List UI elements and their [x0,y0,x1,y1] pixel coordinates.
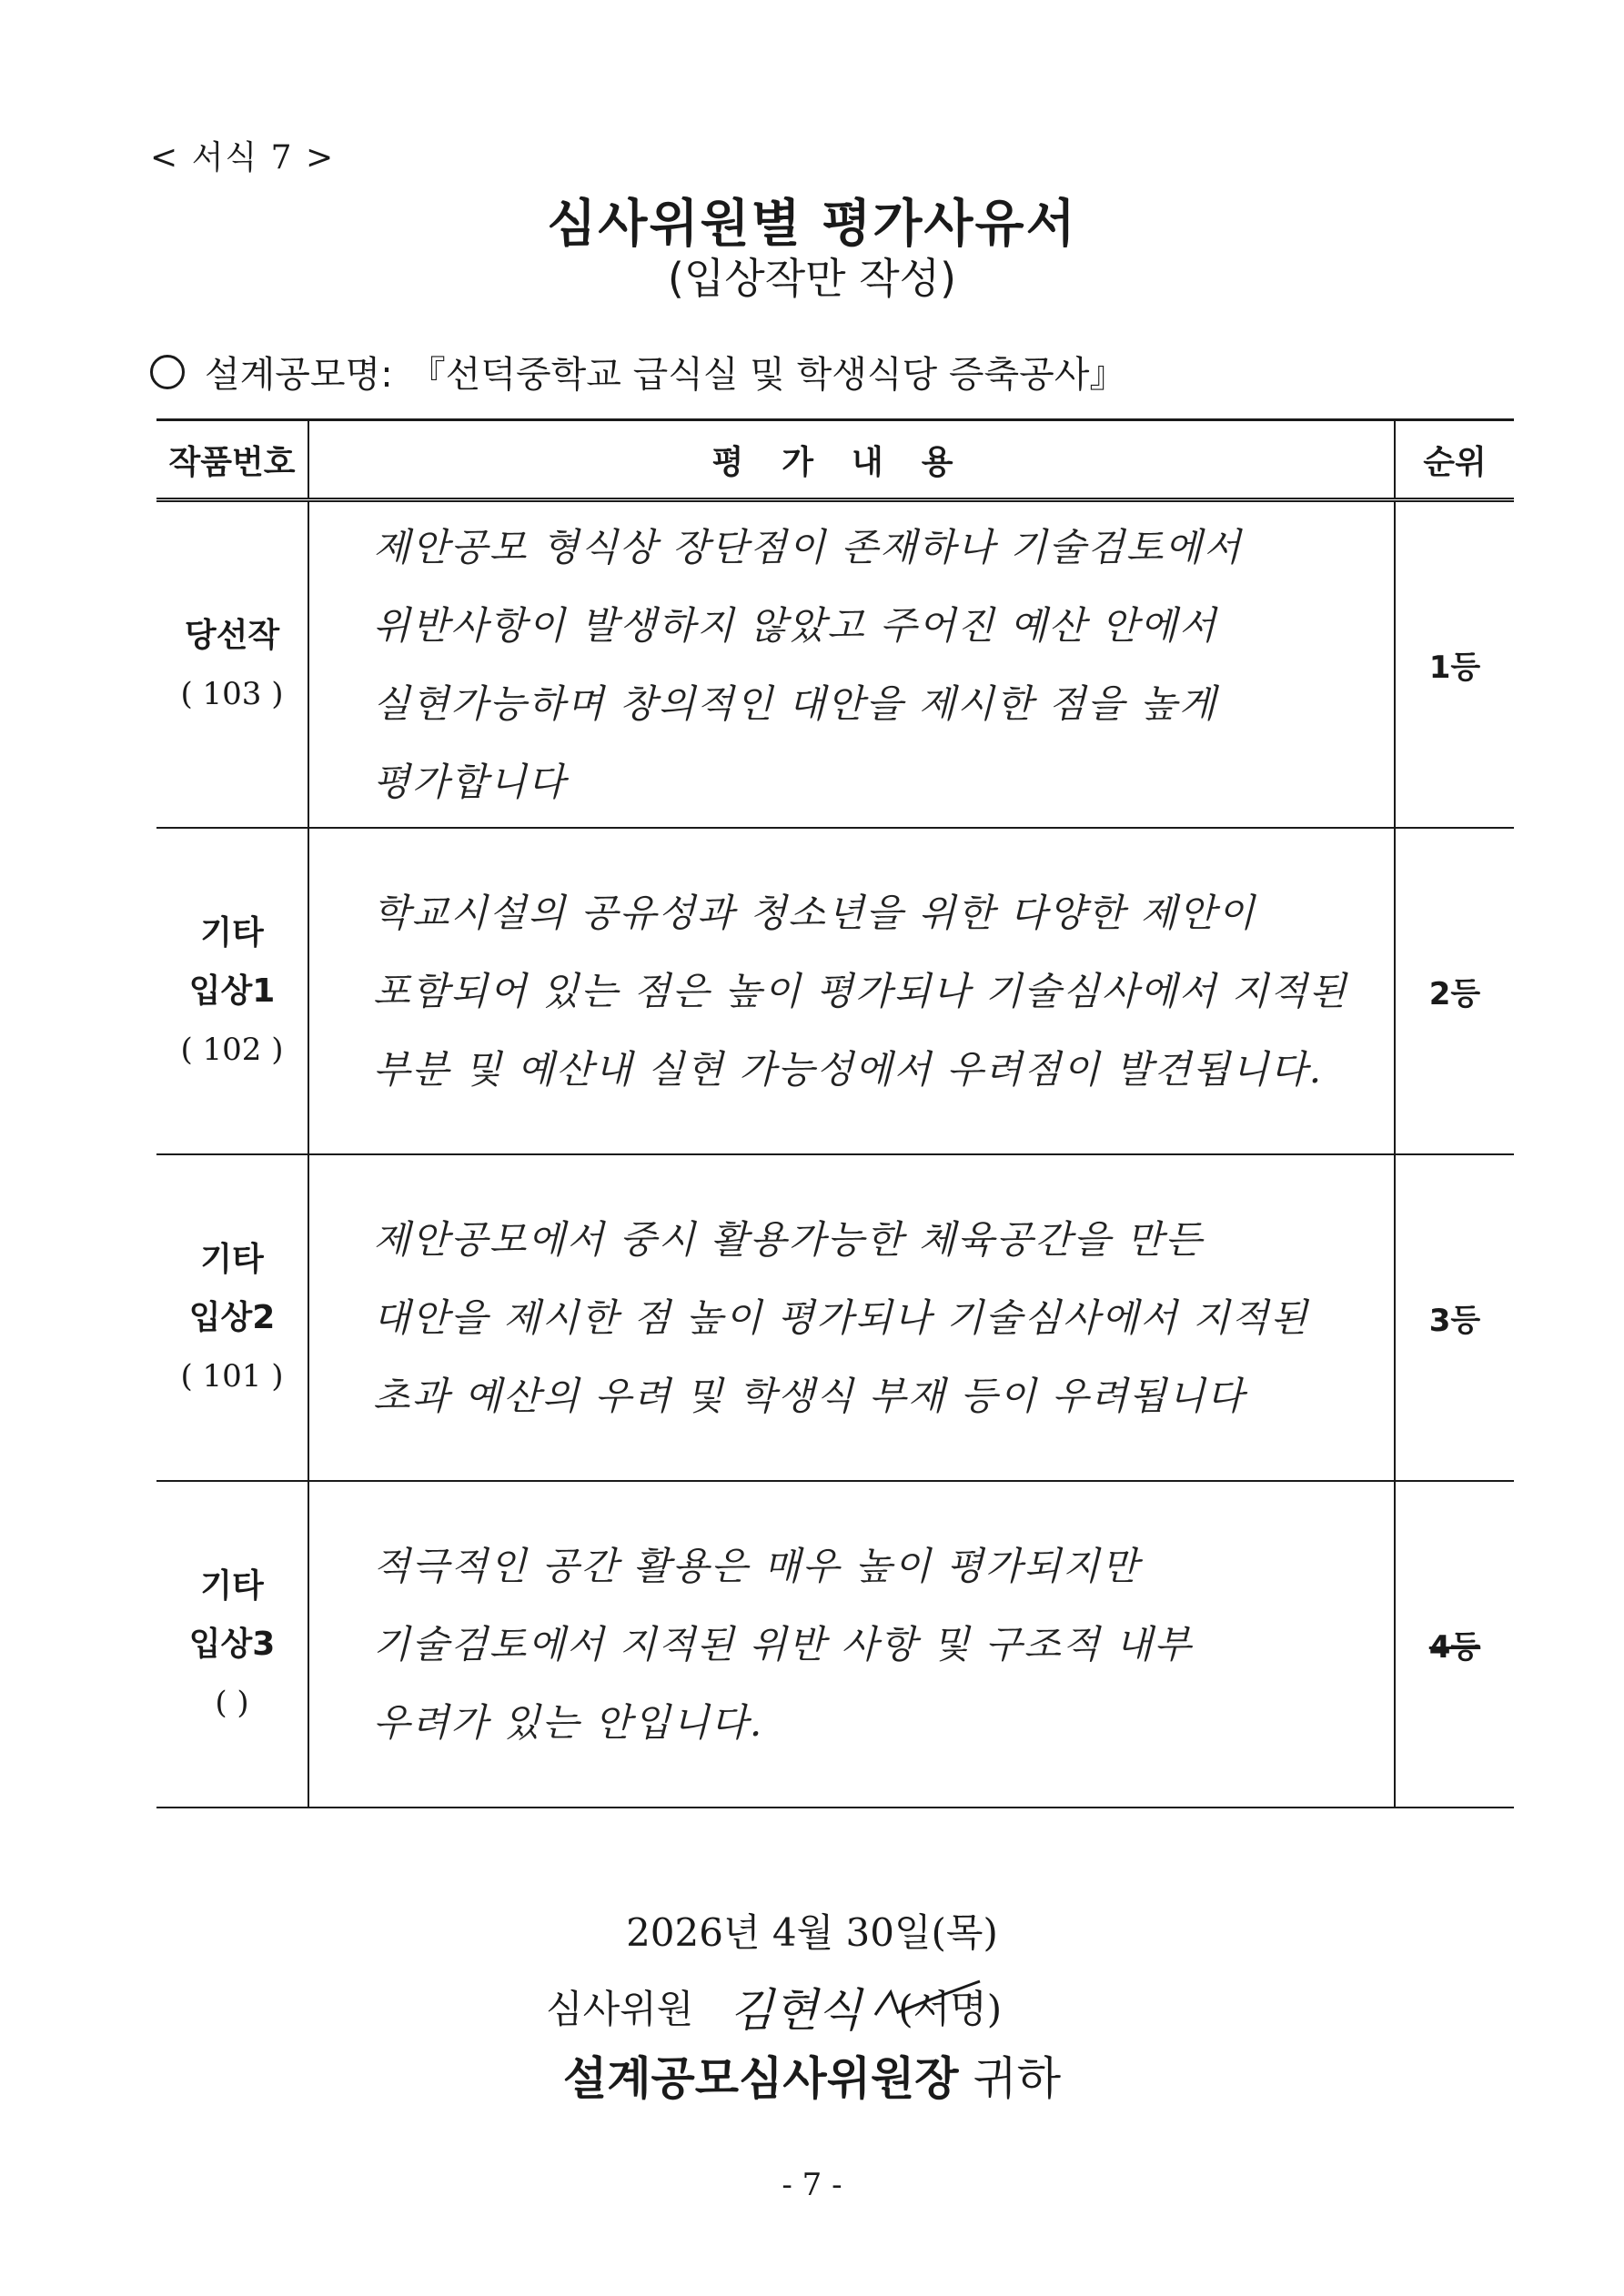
document-title: 심사위원별 평가사유서 [547,195,1077,254]
signature-scribble-icon [871,1974,1007,2029]
recipient-honorific: 귀하 [973,2052,1062,2105]
header-content-label: 평가내용 [711,443,992,481]
entry-number: ( 101 ) [180,1357,284,1395]
evaluation-table [156,418,1514,1808]
entry-label: 기타 [200,913,264,952]
entry-cell [156,828,308,1154]
entry-cell [156,1154,308,1481]
table-row-prize-3 [156,1481,1514,1808]
document-subtitle: (입상작만 작성) [667,254,957,303]
entry-label: 당선작 [184,616,280,654]
evaluation-line: 적극적인 공간 활용은 매우 높이 평가되지만 [373,1543,1141,1588]
form-label: < 서식 7 > [150,139,336,176]
evaluation-line: 평가합니다 [373,759,567,804]
rank-cell: 3등 [1395,1154,1514,1481]
table-row-prize-2 [156,1154,1514,1481]
evaluation-line: 포함되어 있는 점은 높이 평가되나 기술심사에서 지적된 [373,968,1348,1013]
document-date: 2026년 4월 30일(목) [626,1910,998,1955]
entry-number: ( 103 ) [180,675,284,712]
entry-label: 기타 [200,1566,264,1605]
evaluation-line: 제안공모에서 중시 활용가능한 체육공간을 만든 [373,1216,1204,1262]
evaluation-line: 기술검토에서 지적된 위반 사항 및 구조적 내부 [373,1621,1193,1667]
header-entry-number: 작품번호 [156,420,308,500]
entry-label: 기타 [200,1240,264,1278]
entry-label-2: 입상2 [188,1298,276,1336]
entry-number: ( 102 ) [180,1031,284,1068]
entry-cell [156,1481,308,1808]
rank-cell: 2등 [1395,828,1514,1154]
recipient-line [0,2042,1624,2108]
evaluation-text [308,1154,1395,1481]
contest-line [150,346,1125,398]
entry-label-2: 입상1 [188,972,276,1010]
entry-label-2: 입상3 [188,1625,276,1663]
evaluation-line: 대안을 제시한 점 높이 평가되나 기술심사에서 지적된 [373,1294,1309,1340]
signer-line [546,1974,1002,2039]
signature-suffix-label: (서명) [898,1987,1003,2031]
evaluation-text [308,1481,1395,1808]
evaluation-line: 제안공모 형식상 장단점이 존재하나 기술검토에서 [373,524,1243,569]
table-row-winner [156,500,1514,829]
rank-cell [1395,1481,1514,1808]
circle-bullet-icon [150,355,185,389]
table-header-row [156,420,1514,500]
header-evaluation-content [308,420,1395,500]
entry-number: ( ) [215,1684,249,1721]
contest-label: 설계공모명: [205,354,393,396]
evaluation-text [308,500,1395,829]
table-row-prize-1 [156,828,1514,1154]
page-number: - 7 - [782,2167,842,2203]
contest-name: 『선덕중학교 급식실 및 학생식당 증축공사』 [409,354,1126,396]
evaluation-line: 우려가 있는 안입니다. [373,1699,764,1745]
rank-cell: 1등 [1395,500,1514,829]
handwritten-signature-name: 김현식 [730,1984,862,2037]
header-rank: 순위 [1395,420,1514,500]
entry-cell [156,500,308,829]
evaluation-line: 학교시설의 공유성과 청소년을 위한 다양한 제안이 [373,890,1256,935]
rank-struck-through: 4등 [1428,1629,1481,1666]
recipient-name: 설계공모심사위원장 [562,2052,959,2105]
evaluation-line: 위반사항이 발생하지 않았고 주어진 예산 안에서 [373,602,1218,648]
evaluation-line: 부분 및 예산내 실현 가능성에서 우려점이 발견됩니다. [373,1046,1324,1092]
evaluation-line: 초과 예산의 우려 및 학생식 부재 등이 우려됩니다 [373,1373,1246,1418]
signer-label: 심사위원 [546,1987,694,2031]
signature-suffix [898,1979,1002,2034]
evaluation-text [308,828,1395,1154]
evaluation-line: 실현가능하며 창의적인 대안을 제시한 점을 높게 [373,680,1218,726]
